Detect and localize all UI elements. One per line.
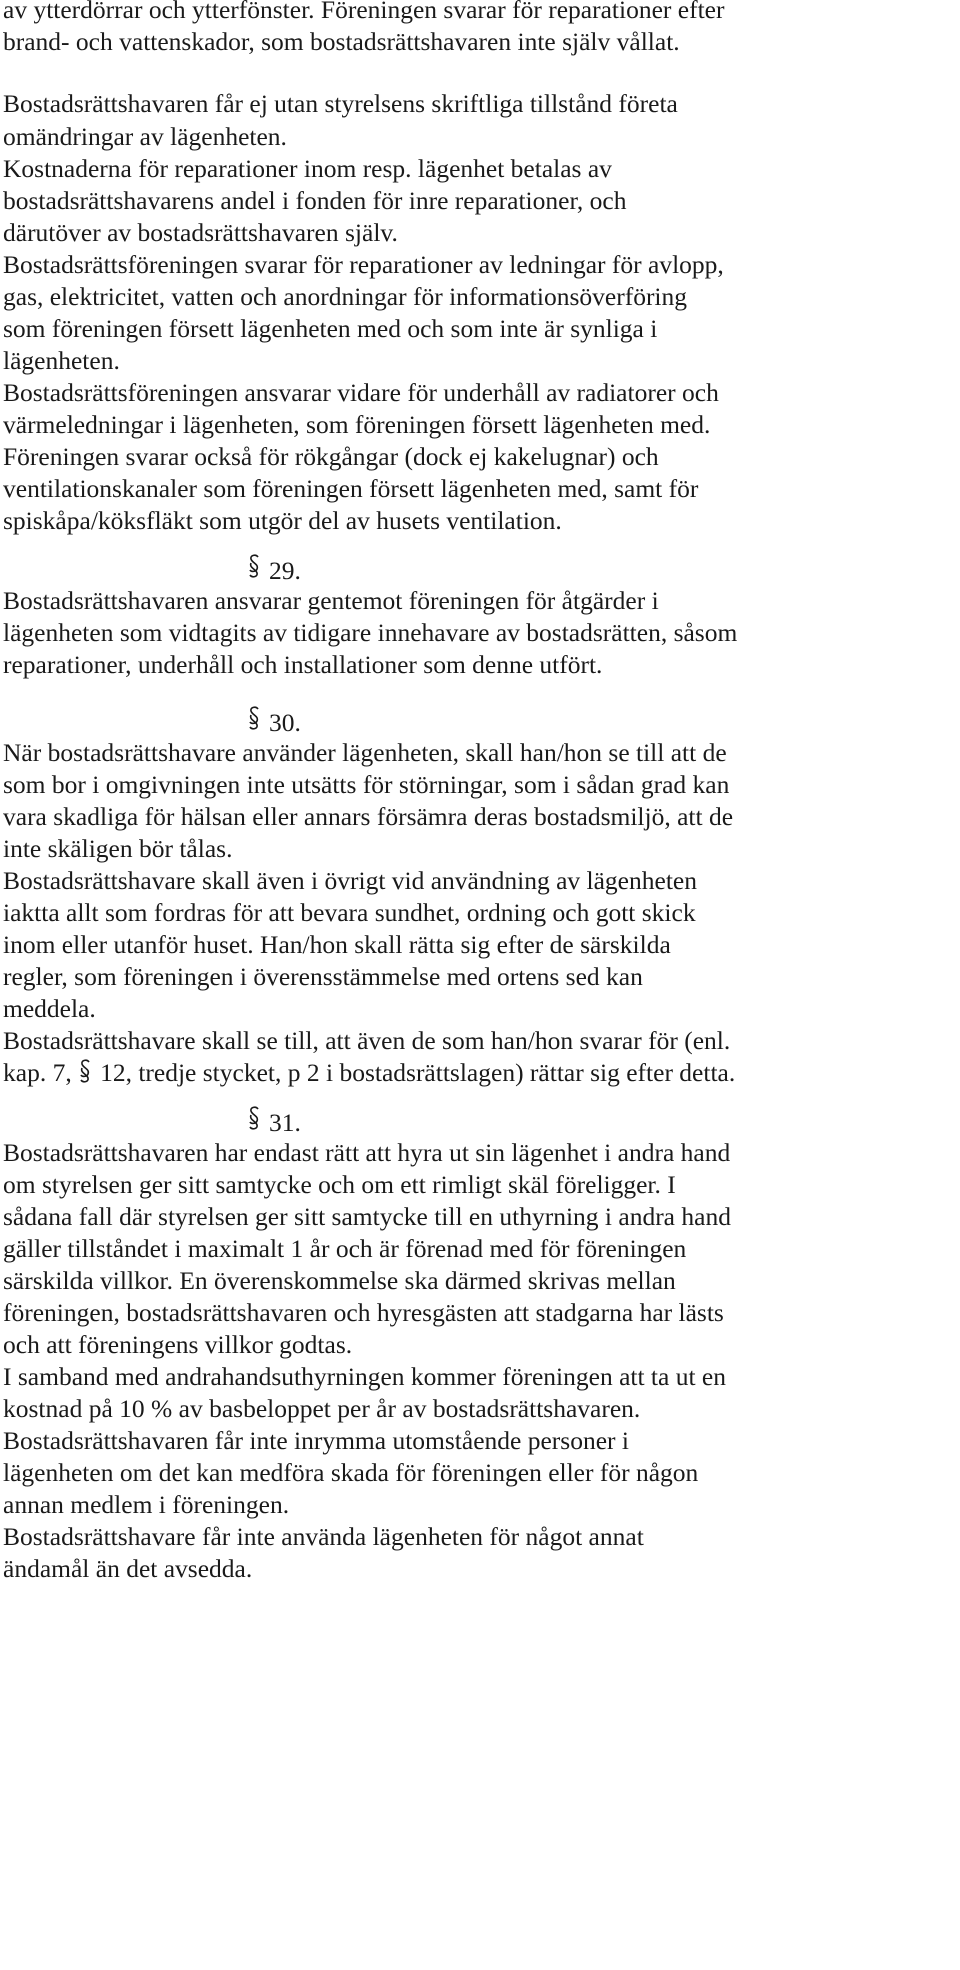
section-sign-icon bbox=[247, 553, 269, 587]
text-line: iaktta allt som fordras för att bevara sundhet, ordning och gott skick bbox=[3, 898, 696, 927]
text-fragment: kap. 7, bbox=[3, 1058, 72, 1087]
text-line: av ytterdörrar och ytterfönster. Föreningen svarar för reparationer efter bbox=[3, 0, 725, 24]
text-line: inom eller utanför huset. Han/hon skall rätta sig efter de särskilda bbox=[3, 930, 671, 959]
text-line: Bostadsrättshavare får inte använda lägenheten för något annat bbox=[3, 1522, 644, 1551]
text-line: annan medlem i föreningen. bbox=[3, 1490, 290, 1519]
section-number: 29. bbox=[269, 556, 301, 585]
text-line-with-section-ref bbox=[3, 1057, 735, 1092]
text-line: Bostadsrättshavaren får ej utan styrelsens skriftliga tillstånd företa bbox=[3, 89, 678, 118]
text-line: Bostadsrättshavaren får inte inrymma utomstående personer i bbox=[3, 1426, 629, 1455]
text-line: värmeledningar i lägenheten, som föreningen försett lägenheten med. bbox=[3, 410, 711, 439]
text-line: föreningen, bostadsrättshavaren och hyresgästen att stadgarna har lästs bbox=[3, 1298, 724, 1327]
text-line: särskilda villkor. En överenskommelse ska därmed skrivas mellan bbox=[3, 1266, 676, 1295]
section-heading bbox=[247, 705, 301, 739]
text-line: om styrelsen ger sitt samtycke och om ett rimligt skäl föreligger. I bbox=[3, 1170, 676, 1199]
text-line: ändamål än det avsedda. bbox=[3, 1554, 253, 1583]
text-line: lägenheten om det kan medföra skada för föreningen eller för någon bbox=[3, 1458, 699, 1487]
text-line: ventilationskanaler som föreningen försett lägenheten med, samt för bbox=[3, 474, 699, 503]
text-line: inte skäligen bör tålas. bbox=[3, 834, 233, 863]
text-line: Bostadsrättshavaren ansvarar gentemot föreningen för åtgärder i bbox=[3, 586, 659, 615]
text-line: reparationer, underhåll och installationer som denne utfört. bbox=[3, 650, 603, 679]
text-line: brand- och vattenskador, som bostadsrättshavaren inte själv vållat. bbox=[3, 27, 680, 56]
text-line: därutöver av bostadsrättshavaren själv. bbox=[3, 218, 398, 247]
text-line: Bostadsrättshavare skall även i övrigt vid användning av lägenheten bbox=[3, 866, 697, 895]
text-line: omändringar av lägenheten. bbox=[3, 122, 287, 151]
text-line: meddela. bbox=[3, 994, 96, 1023]
text-line: lägenheten. bbox=[3, 346, 120, 375]
text-line: Bostadsrättsföreningen svarar för reparationer av ledningar för avlopp, bbox=[3, 250, 724, 279]
text-line: Bostadsrättshavaren har endast rätt att hyra ut sin lägenhet i andra hand bbox=[3, 1138, 731, 1167]
text-line: Bostadsrättsföreningen ansvarar vidare för underhåll av radiatorer och bbox=[3, 378, 719, 407]
text-line: I samband med andrahandsuthyrningen kommer föreningen att ta ut en bbox=[3, 1362, 726, 1391]
text-line: gas, elektricitet, vatten och anordningar för informationsöverföring bbox=[3, 282, 688, 311]
text-line: gäller tillståndet i maximalt 1 år och är förenad med för föreningen bbox=[3, 1234, 687, 1263]
text-line: som föreningen försett lägenheten med och som inte är synliga i bbox=[3, 314, 658, 343]
text-line: vara skadliga för hälsan eller annars försämra deras bostadsmiljö, att de bbox=[3, 802, 734, 831]
text-fragment: 12, tredje stycket, p 2 i bostadsrättslagen) rättar sig efter detta. bbox=[100, 1058, 736, 1087]
text-line: bostadsrättshavarens andel i fonden för inre reparationer, och bbox=[3, 186, 627, 215]
text-line: sådana fall där styrelsen ger sitt samtycke till en uthyrning i andra hand bbox=[3, 1202, 731, 1231]
text-line: spiskåpa/köksfläkt som utgör del av husets ventilation. bbox=[3, 506, 562, 535]
text-line: som bor i omgivningen inte utsätts för störningar, som i sådan grad kan bbox=[3, 770, 730, 799]
text-line: regler, som föreningen i överensstämmelse med ortens sed kan bbox=[3, 962, 643, 991]
text-line: Bostadsrättshavare skall se till, att även de som han/hon svarar för (enl. bbox=[3, 1026, 731, 1055]
section-sign-icon bbox=[247, 705, 269, 739]
section-sign-icon bbox=[78, 1058, 100, 1092]
section-number: 31. bbox=[269, 1108, 301, 1137]
text-line: När bostadsrättshavare använder lägenheten, skall han/hon se till att de bbox=[3, 738, 727, 767]
section-heading bbox=[247, 553, 301, 587]
section-number: 30. bbox=[269, 708, 301, 737]
text-line: kostnad på 10 % av basbeloppet per år av bostadsrättshavaren. bbox=[3, 1394, 641, 1423]
text-line: Föreningen svarar också för rökgångar (dock ej kakelugnar) och bbox=[3, 442, 659, 471]
text-line: lägenheten som vidtagits av tidigare innehavare av bostadsrätten, såsom bbox=[3, 618, 738, 647]
text-line: Kostnaderna för reparationer inom resp. lägenhet betalas av bbox=[3, 154, 612, 183]
section-sign-icon bbox=[247, 1105, 269, 1139]
text-line: och att föreningens villkor godtas. bbox=[3, 1330, 353, 1359]
section-heading bbox=[247, 1105, 301, 1139]
